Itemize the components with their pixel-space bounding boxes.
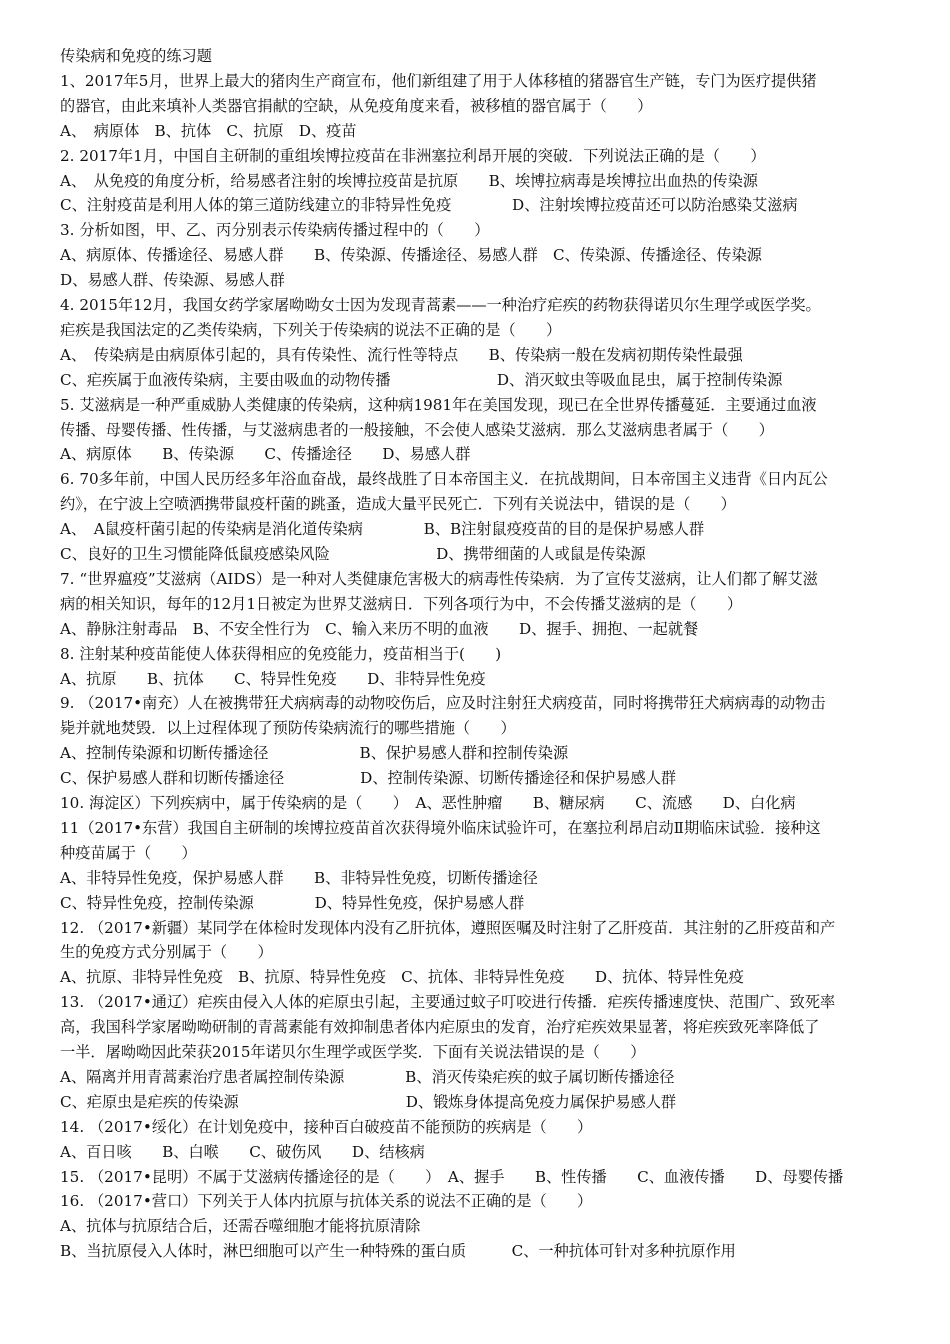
question-text-line: 7. “世界瘟疫”艾滋病（AIDS）是一种对人类健康危害极大的病毒性传染病．为了宣传艾滋病，让人们都了解艾滋: [60, 569, 818, 588]
question-text-line: 13. （2017•通辽）疟疾由侵入人体的疟原虫引起，主要通过蚊子叮咬进行传播．疟疾传播速度快、范围广、致死率: [60, 993, 836, 1012]
question-text-line: 12. （2017•新疆）某同学在体检时发现体内没有乙肝抗体，遵照医嘱及时注射了乙肝疫苗．其注射的乙肝疫苗和产: [60, 918, 836, 937]
question-text-line: 4. 2015年12月，我国女药学家屠呦呦女士因为发现青蒿素——一种治疗疟疾的药物获得诺贝尔生理学或医学奖。: [60, 296, 821, 314]
question-text-line: A、 病原体 B、抗体 C、抗原 D、疫苗: [60, 121, 357, 140]
question-text-line: C、良好的卫生习惯能降低鼠疫感染风险 D、携带细菌的人或鼠是传染源: [60, 545, 646, 563]
question-text-line: 5. 艾滋病是一种严重威胁人类健康的传染病，这种病1981年在美国发现，现已在全世界传播蔓延．主要通过血液: [60, 395, 817, 414]
question-text-line: 2. 2017年1月，中国自主研制的重组埃博拉疫苗在非洲塞拉利昂开展的突破．下列说法正确的是（ ）: [60, 146, 766, 165]
question-text-line: D、易感人群、传染源、易感人群: [60, 271, 285, 290]
question-text-line: 16. （2017•营口）下列关于人体内抗原与抗体关系的说法不正确的是（ ）: [60, 1192, 593, 1211]
question-text-line: 15. （2017•昆明）不属于艾滋病传播途径的是（ ） A、握手 B、性传播 C、血液传播 D、母婴传播: [60, 1167, 844, 1186]
question-text-line: 6. 70多年前，中国人民历经多年浴血奋战，最终战胜了日本帝国主义．在抗战期间，日本帝国主义违背《日内瓦公: [60, 470, 828, 489]
worksheet-title: 传染病和免疫的练习题: [60, 47, 212, 65]
question-text-line: 传播、母婴传播、性传播，与艾滋病患者的一般接触，不会使人感染艾滋病．那么艾滋病患者属于（ ）: [60, 420, 774, 439]
question-text-line: 8. 注射某种疫苗能使人体获得相应的免疫能力，疫苗相当于( ): [60, 644, 502, 663]
question-text-line: 1、2017年5月，世界上最大的猪肉生产商宣布，他们新组建了用于人体移植的猪器官生产链，专门为医疗提供猪: [60, 71, 817, 90]
question-text-line: 疟疾是我国法定的乙类传染病，下列关于传染病的说法不正确的是（ ）: [60, 320, 562, 339]
question-text-line: C、注射疫苗是利用人体的第三道防线建立的非特异性免疫 D、注射埃博拉疫苗还可以防治感染艾滋病: [60, 196, 798, 215]
question-text-line: 11（2017•东营）我国自主研制的埃博拉疫苗首次获得境外临床试验许可，在塞拉利昂启动Ⅱ期临床试验．接种这: [60, 818, 821, 837]
question-text-line: A、 传染病是由病原体引起的，具有传染性、流行性等特点 B、传染病一般在发病初期传染性最强: [60, 345, 743, 364]
question-text-line: A、控制传染源和切断传播途径 B、保护易感人群和控制传染源: [60, 744, 569, 763]
question-text-line: A、非特异性免疫，保护易感人群 B、非特异性免疫，切断传播途径: [60, 868, 538, 887]
question-text-line: 14. （2017•绥化）在计划免疫中，接种百白破疫苗不能预防的疾病是（ ）: [60, 1117, 593, 1136]
question-text-line: B、当抗原侵入人体时，淋巴细胞可以产生一种特殊的蛋白质 C、一种抗体可针对多种抗原作用: [60, 1242, 736, 1261]
question-text-line: 生的免疫方式分别属于（ ）: [60, 943, 273, 962]
question-text-line: C、疟原虫是疟疾的传染源 D、锻炼身体提高免疫力属保护易感人群: [60, 1092, 677, 1111]
question-text-line: 病的相关知识，每年的12月1日被定为世界艾滋病日．下列各项行为中，不会传播艾滋病的是（ ）: [60, 594, 743, 613]
question-text-line: A、病原体 B、传染源 C、传播途径 D、易感人群: [60, 445, 471, 464]
question-text-line: 的器官，由此来填补人类器官捐献的空缺，从免疫角度来看，被移植的器官属于（ ）: [60, 96, 653, 115]
question-text-line: C、疟疾属于血液传染病，主要由吸血的动物传播 D、消灭蚊虫等吸血昆虫，属于控制传染源: [60, 370, 783, 389]
question-text-line: 3. 分析如图，甲、乙、丙分别表示传染病传播过程中的（ ）: [60, 221, 490, 240]
question-text-line: 高，我国科学家屠呦呦研制的青蒿素能有效抑制患者体内疟原虫的发育，治疗疟疾效果显著，将疟疾致死率降低了: [60, 1018, 820, 1037]
question-text-line: A、隔离并用青蒿素治疗患者属控制传染源 B、消灭传染疟疾的蚊子属切断传播途径: [60, 1067, 675, 1086]
question-text-line: 一半．屠呦呦因此荣获2015年诺贝尔生理学或医学奖．下面有关说法错误的是（ ）: [60, 1043, 646, 1061]
question-text-line: 约》，在宁波上空喷洒携带鼠疫杆菌的跳蚤，造成大量平民死亡．下列有关说法中，错误的是（ ）: [60, 495, 736, 514]
question-text-line: A、 从免疫的角度分析，给易感者注射的埃博拉疫苗是抗原 B、埃博拉病毒是埃博拉出血热的传染源: [60, 171, 758, 190]
question-text-line: C、特异性免疫，控制传染源 D、特异性免疫，保护易感人群: [60, 893, 525, 912]
question-text-line: A、病原体、传播途径、易感人群 B、传染源、传播途径、易感人群 C、传染源、传播途径、传染源: [60, 246, 762, 265]
question-text-line: 种疫苗属于（ ）: [60, 843, 197, 862]
question-text-line: 10. 海淀区）下列疾病中，属于传染病的是（ ） A、恶性肿瘤 B、糖尿病 C、流感 D、白化病: [60, 794, 796, 812]
question-text-line: A、抗原、非特异性免疫 B、抗原、特异性免疫 C、抗体、非特异性免疫 D、抗体、特异性免疫: [60, 968, 744, 987]
question-text-line: 毙并就地焚毁．以上过程体现了预防传染病流行的哪些措施（ ）: [60, 719, 516, 738]
question-text-line: 9. （2017•南充）人在被携带狂犬病病毒的动物咬伤后，应及时注射狂犬病疫苗，同时将携带狂犬病病毒的动物击: [60, 694, 826, 713]
question-text-line: A、百日咳 B、白喉 C、破伤风 D、结核病: [60, 1142, 425, 1161]
question-text-line: A、 A鼠疫杆菌引起的传染病是消化道传染病 B、B注射鼠疫疫苗的目的是保护易感人群: [60, 520, 705, 539]
question-text-line: A、抗体与抗原结合后，还需吞噬细胞才能将抗原清除: [60, 1217, 421, 1236]
question-text-line: A、抗原 B、抗体 C、特异性免疫 D、非特异性免疫: [60, 669, 486, 688]
question-text-line: A、静脉注射毒品 B、不安全性行为 C、输入来历不明的血液 D、握手、拥抱、一起就餐: [60, 619, 699, 638]
question-text-line: C、保护易感人群和切断传播途径 D、控制传染源、切断传播途径和保护易感人群: [60, 769, 677, 788]
